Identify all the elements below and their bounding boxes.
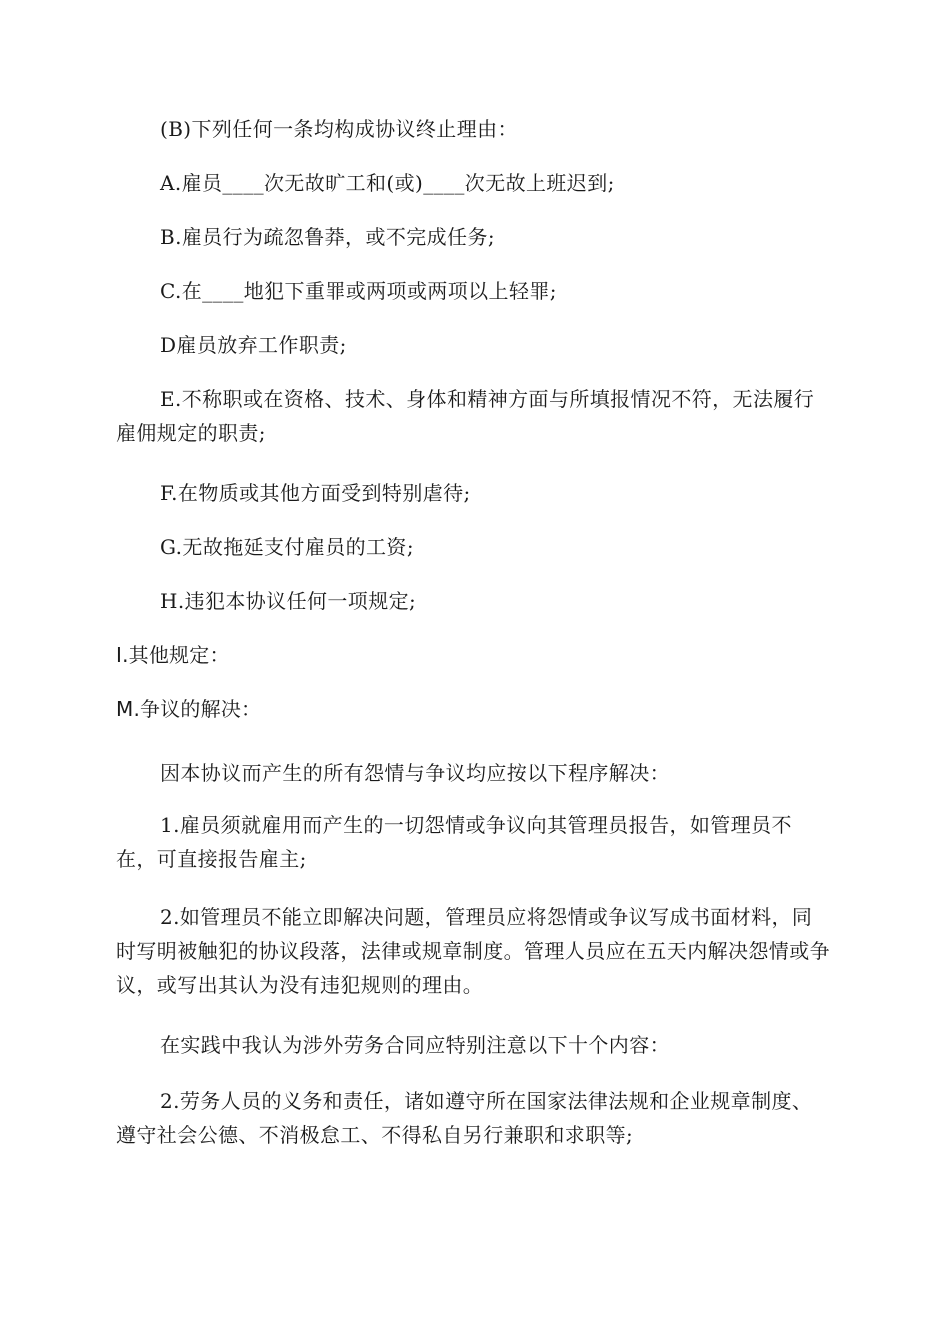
section-m-heading: M.争议的解决： — [116, 697, 262, 721]
clause-item-a: A.雇员____次无故旷工和(或)____次无故上班迟到; — [160, 171, 615, 195]
clause-item-d: D雇员放弃工作职责; — [160, 333, 347, 357]
practice-intro: 在实践中我认为涉外劳务合同应特别注意以下十个内容： — [160, 1033, 670, 1057]
clause-item-f: F.在物质或其他方面受到特别虐待; — [160, 481, 471, 505]
clause-item-e: E.不称职或在资格、技术、身体和精神方面与所填报情况不符，无法履行雇佣规定的职责; — [116, 387, 815, 445]
dispute-step-1: 1.雇员须就雇用而产生的一切怨情或争议向其管理员报告，如管理员不在，可直接报告雇主; — [116, 813, 792, 871]
clause-item-g: G.无故拖延支付雇员的工资; — [160, 535, 414, 559]
dispute-intro: 因本协议而产生的所有怨情与争议均应按以下程序解决： — [160, 761, 670, 785]
clause-b-heading: (B)下列任何一条均构成协议终止理由： — [160, 117, 518, 141]
clause-item-b: B.雇员行为疏忽鲁莽，或不完成任务; — [160, 225, 495, 249]
practice-item-2: 2.劳务人员的义务和责任，诸如遵守所在国家法律法规和企业规章制度、遵守社会公德、不消极怠工、不得私自另行兼职和求职等; — [116, 1089, 813, 1147]
section-i-heading: I.其他规定： — [116, 643, 230, 667]
clause-item-c: C.在____地犯下重罪或两项或两项以上轻罪; — [160, 279, 557, 303]
clause-item-h: H.违犯本协议任何一项规定; — [160, 589, 417, 613]
dispute-step-2: 2.如管理员不能立即解决问题，管理员应将怨情或争议写成书面材料，同时写明被触犯的协议段落，法律或规章制度。管理人员应在五天内解决怨情或争议，或写出其认为没有违犯规则的理由。 — [116, 905, 830, 997]
